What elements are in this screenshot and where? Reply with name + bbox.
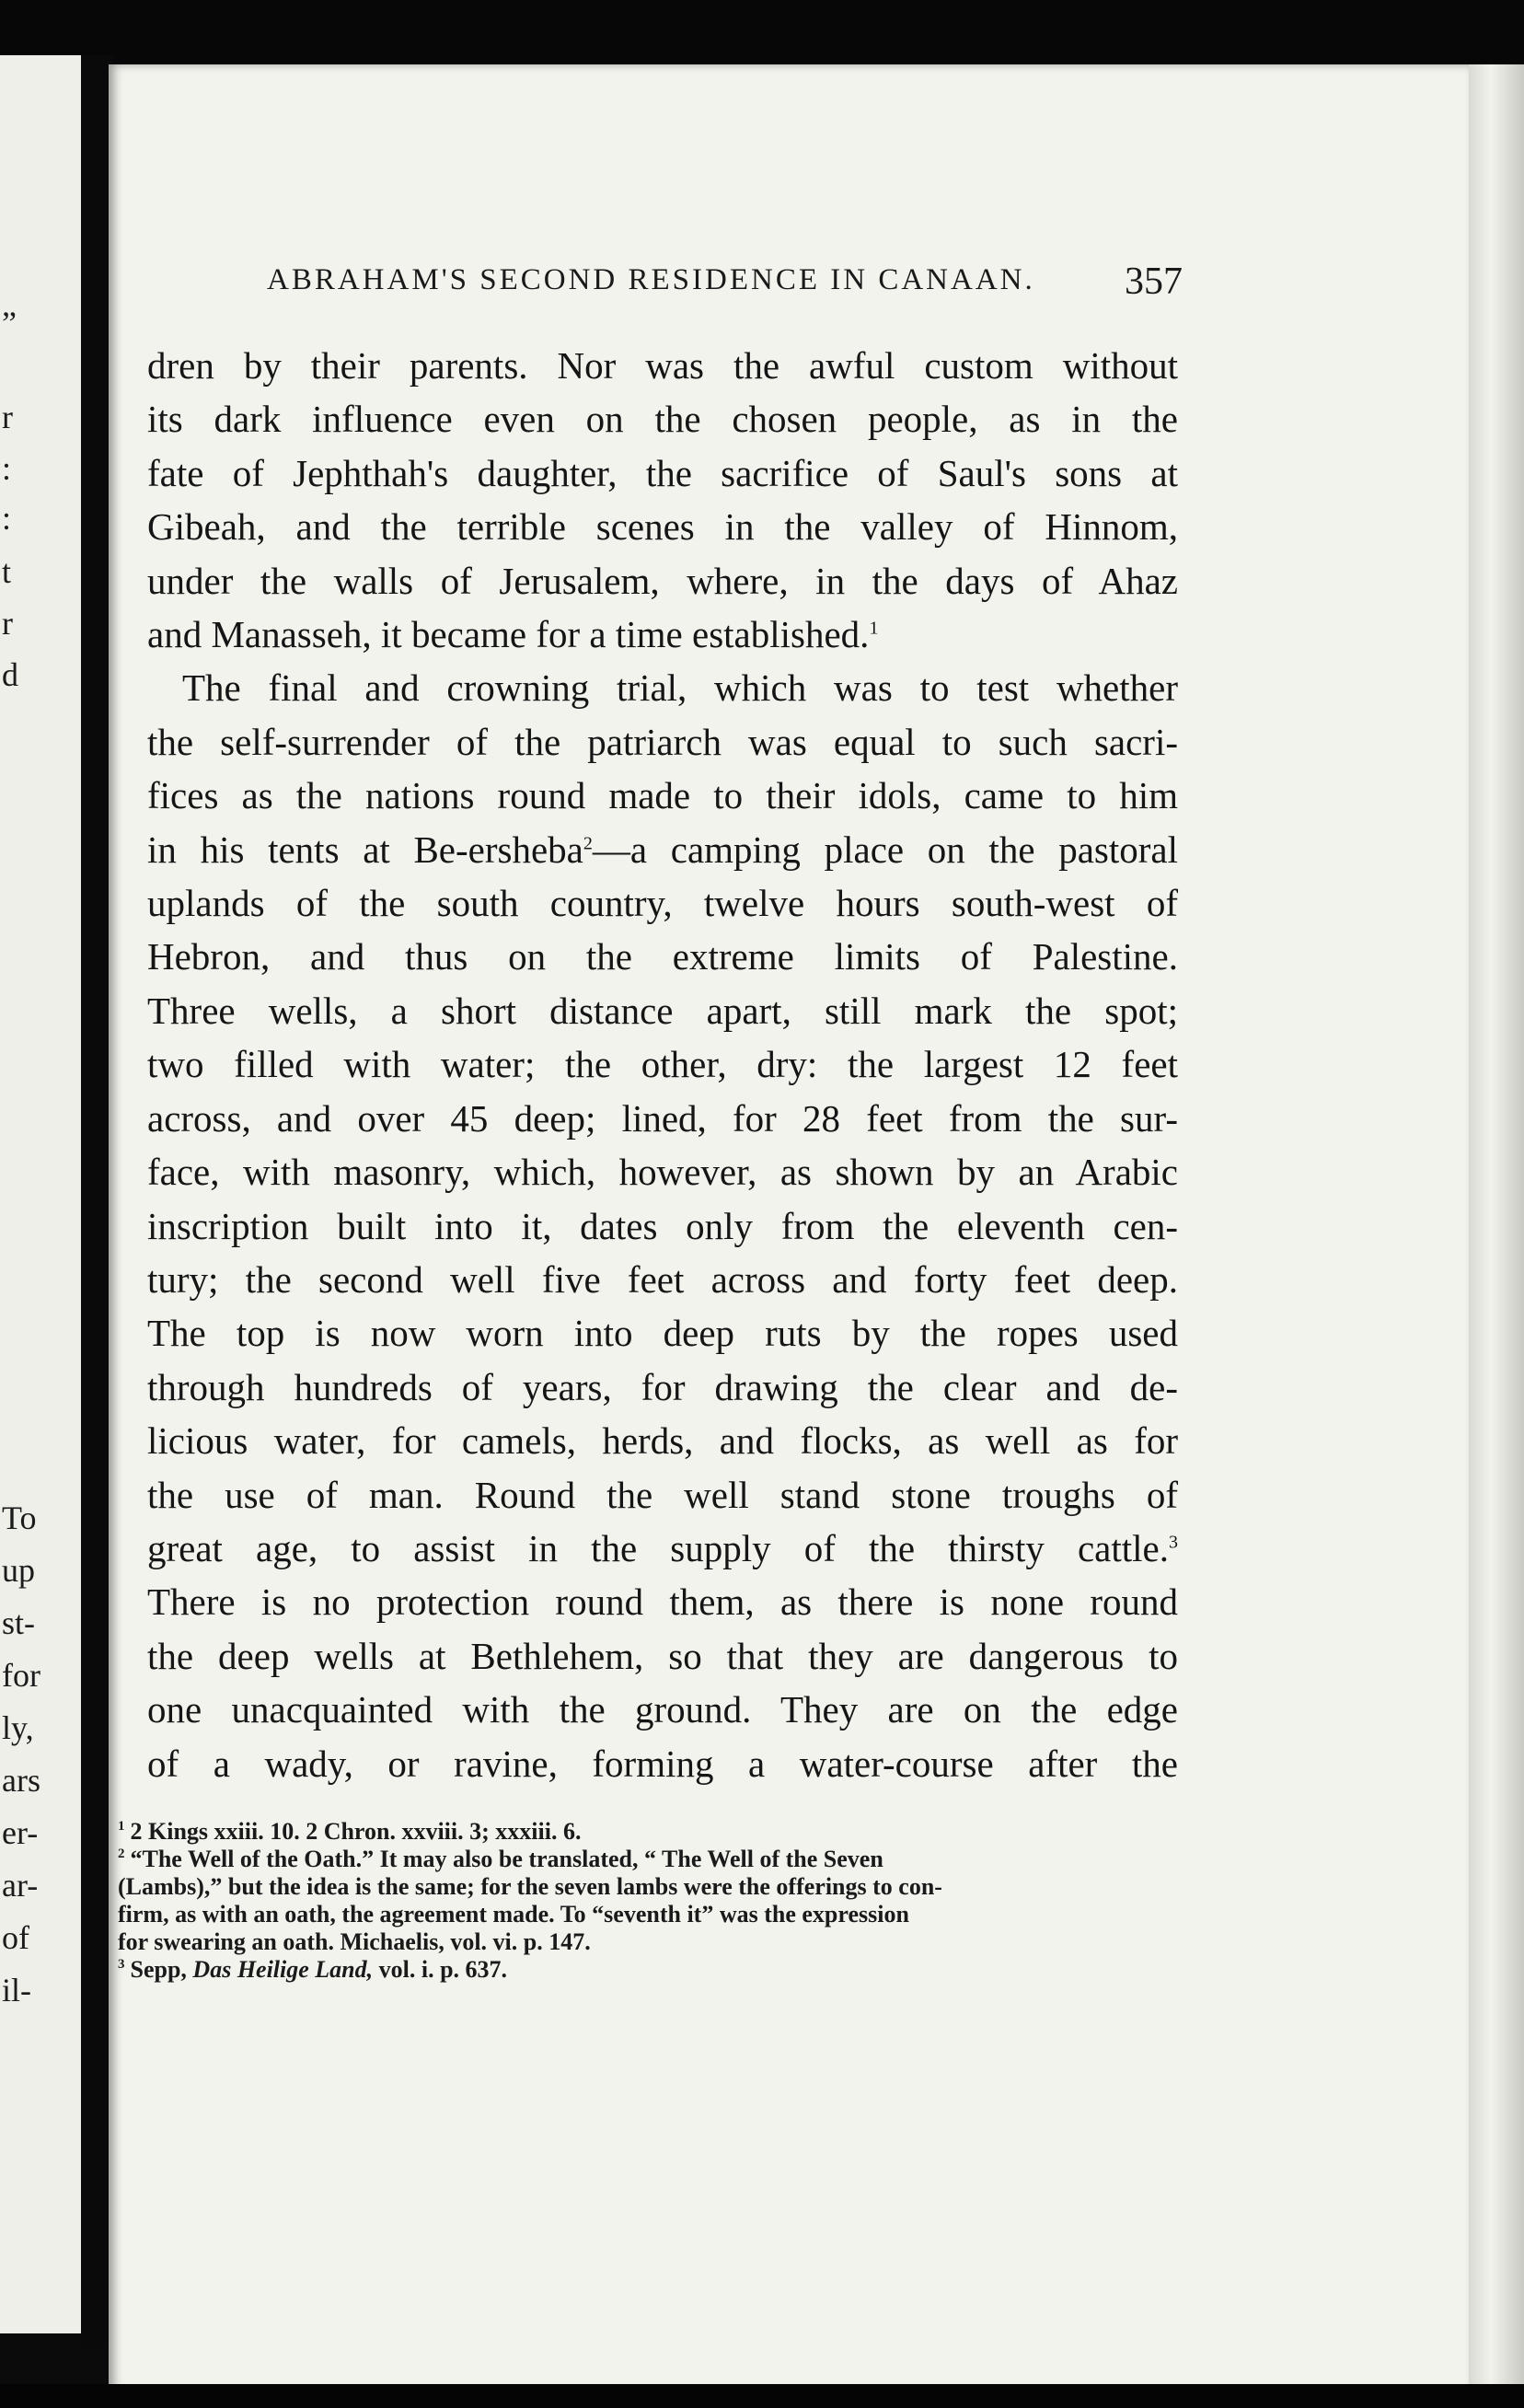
footnote-number: 1 [118, 1819, 125, 1835]
running-head: ABRAHAM'S SECOND RESIDENCE IN CANAAN. [267, 263, 1035, 296]
footnote-3 [118, 1956, 1139, 1984]
text-line: the deep wells at Bethlehem, so that they are dangerous to [147, 1634, 1178, 1677]
left-fragment: ly, [2, 1709, 34, 1746]
text-line: inscription built into it, dates only from the eleventh cen- [147, 1204, 1178, 1247]
left-fragment: To [2, 1499, 37, 1536]
footnote-number: 2 [118, 1847, 125, 1862]
left-fragment: for [2, 1657, 40, 1694]
footnote-2-line: (Lambs),” but the idea is the same; for the seven lambs were the offerings to con- [118, 1873, 942, 1900]
left-fragment: ar- [2, 1867, 39, 1904]
left-fragment: ars [2, 1762, 40, 1799]
text-line-content: —a camping place on the pastoral [592, 828, 1178, 871]
text-line: of a wady, or ravine, forming a water-course after the [147, 1742, 1178, 1785]
footnote-number: 3 [118, 1957, 125, 1973]
left-fragment: il- [2, 1972, 31, 2009]
left-fragment: er- [2, 1814, 39, 1851]
left-page-fragments [0, 55, 87, 2333]
text-line: There is no protection round them, as there is none round [147, 1580, 1178, 1624]
page-edge-shading [1469, 64, 1524, 2393]
text-line [147, 823, 1178, 876]
left-fragment: st- [2, 1604, 35, 1641]
text-line: fices as the nations round made to their idols, came to him [147, 774, 1178, 817]
text-line: Gibeah, and the terrible scenes in the valley of Hinnom, [147, 505, 1178, 549]
text-line: its dark influence even on the chosen people, as in the [147, 398, 1178, 441]
footnote-2-line: for swearing an oath. Michaelis, vol. vi. p. 147. [118, 1928, 591, 1955]
text-line: the self-surrender of the patriarch was equal to such sacri- [147, 720, 1178, 763]
text-line: two filled with water; the other, dry: the largest 12 feet [147, 1043, 1178, 1086]
left-fragment: r [2, 605, 13, 642]
scan-top-border [0, 0, 1524, 69]
left-fragment: of [2, 1919, 29, 1956]
text-line: under the walls of Jerusalem, where, in the days of Ahaz [147, 559, 1178, 602]
text-line: the use of man. Round the well stand stone troughs of [147, 1473, 1178, 1516]
text-line: through hundreds of years, for drawing the clear and de- [147, 1365, 1178, 1408]
left-fragment: t [2, 553, 12, 590]
text-line: The final and crowning trial, which was to test whether [182, 666, 1178, 710]
page-number: 357 [1125, 260, 1183, 303]
text-line: face, with masonry, which, however, as shown by an Arabic [147, 1151, 1178, 1194]
scan-bottom-border [0, 2384, 1524, 2408]
footnote-book-title: Das Heilige Land, [192, 1956, 374, 1983]
footnote-text: vol. i. p. 637. [378, 1956, 508, 1983]
footnote-author: Sepp, [130, 1956, 187, 1983]
footnote-marker: 3 [1169, 1532, 1178, 1553]
text-line: licious water, for camels, herds, and flocks, as well as for [147, 1419, 1178, 1463]
text-line: The top is now worn into deep ruts by the ropes used [147, 1312, 1178, 1355]
left-page-edge [0, 55, 87, 2333]
footnote-marker: 1 [869, 618, 879, 639]
text-line: one unacquainted with the ground. They are on the edge [147, 1688, 1178, 1731]
text-line: dren by their parents. Nor was the awful custom without [147, 344, 1178, 387]
text-line: Three wells, a short distance apart, still mark the spot; [147, 989, 1178, 1032]
left-fragment: d [2, 656, 18, 693]
text-line: fate of Jephthah's daughter, the sacrifice of Saul's sons at [147, 451, 1178, 494]
footnote-2-line: firm, as with an oath, the agreement made. To “seventh it” was the expression [118, 1901, 909, 1928]
text-line-content: and Manasseh, it became for a time established. [147, 613, 870, 656]
left-fragment: : [2, 500, 12, 537]
footnote-text: 2 Kings xxiii. 10. 2 Chron. xxviii. 3; xxxiii. 6. [130, 1818, 582, 1845]
text-line: Hebron, and thus on the extreme limits of Palestine. [147, 935, 1178, 978]
text-line-content: great age, to assist in the supply of the thirsty cattle. [147, 1526, 1169, 1569]
text-line [147, 1522, 1178, 1575]
left-fragment: ” [2, 305, 17, 342]
footnote-1 [118, 1818, 1139, 1846]
footnote-text: “The Well of the Oath.” It may also be translated, “ The Well of the Seven [130, 1846, 883, 1872]
text-line [147, 608, 1178, 661]
footnote-marker: 2 [583, 833, 593, 853]
body-text [147, 339, 1178, 1790]
footnote-2 [118, 1846, 1139, 1873]
left-fragment: : [2, 450, 12, 487]
left-fragment: r [2, 399, 13, 435]
text-line: uplands of the south country, twelve hours south-west of [147, 882, 1178, 925]
footnotes [118, 1818, 1139, 1984]
text-line: tury; the second well five feet across and forty feet deep. [147, 1257, 1178, 1301]
text-line: across, and over 45 deep; lined, for 28 feet from the sur- [147, 1096, 1178, 1140]
text-line-content: in his tents at Be-ersheba [147, 828, 583, 871]
left-fragment: up [2, 1552, 35, 1589]
